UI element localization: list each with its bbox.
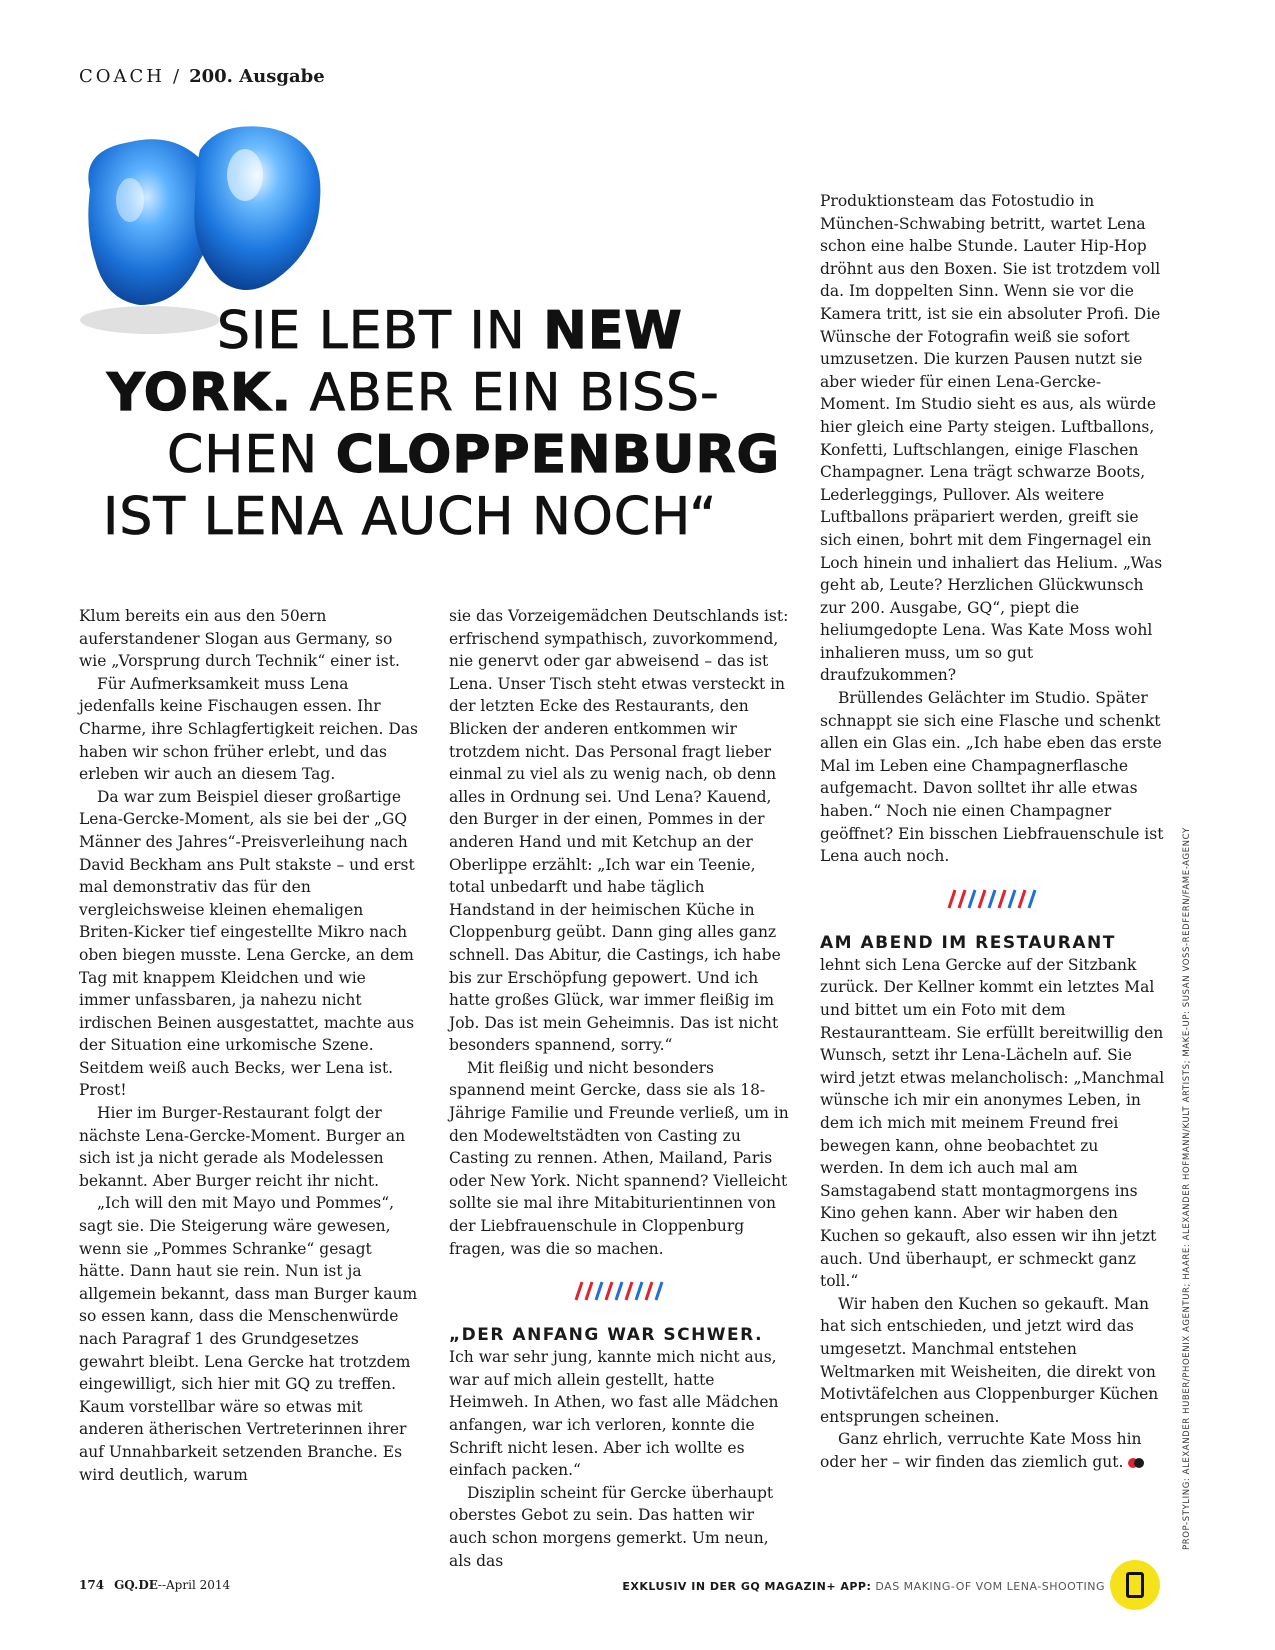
closing-sentence: Ganz ehrlich, verruchte Kate Moss hin oder her – wir finden das ziemlich gut.: [820, 1430, 1142, 1471]
issue-date: --April 2014: [157, 1578, 231, 1592]
page-footer: [79, 1578, 230, 1592]
paragraph: [820, 1428, 1165, 1473]
issue-label: 200. Ausgabe: [189, 66, 325, 87]
headline: [95, 300, 795, 548]
section-label: COACH: [79, 66, 165, 87]
headline-line-1: SIE LEBT IN NEW: [217, 301, 683, 361]
paragraph: Für Aufmerksamkeit muss Lena jedenfalls keine Fischaugen essen. Ihr Charme, ihre Schlagfertigkeit reichen. Das haben wir schon früher erlebt, und das erleben wir auch an diesem Tag.: [79, 674, 419, 784]
app-promo-label: EXKLUSIV IN DER GQ MAGAZIN+ APP:: [622, 1580, 872, 1593]
paragraph: Disziplin scheint für Gercke überhaupt oberstes Gebot zu sein. Das hatten wir auch schon morgens gemerkt. Um neun, als das: [449, 1483, 774, 1570]
paragraph: „Ich will den mit Mayo und Pommes“, sagt sie. Die Steigerung wäre gewesen, wenn sie „Pommes Schranke“ gesagt hätte. Dann haut sie rein. Nun ist ja allgemein bekannt, dass man Burger kaum so essen kann, dass die Menschenwürde nach Paragraf 1 des Grundgesetzes gewahrt bleibt. Lena Gercke hat trotzdem eingewilligt, sich hier mit GQ zu treffen. Kaum vorstellbar wäre so etwas mit anderen ätherischen Vertreterinnen ihrer auf Unnahbarkeit setzenden Branche. Es wird deutlich, warum: [79, 1194, 418, 1484]
article-column-1: [79, 605, 421, 1486]
photo-credits: PROP-STYLING: ALEXANDER HUBER/PHOENIX AGENTUR; HAARE: ALEXANDER HOFMANN/KULT ARTISTS; MAKE-UP: SUSAN VOSS-REDFERN/FAME-AGENCY: [1182, 827, 1192, 1550]
article-column-3: [820, 190, 1165, 1473]
app-promo-desc: DAS MAKING-OF VOM LENA-SHOOTING: [875, 1580, 1105, 1593]
stripe-divider-graphic: [943, 888, 1043, 910]
paragraph: Klum bereits ein aus den 50ern auferstandener Slogan aus Germany, so wie „Vorsprung durch Technik“ einer ist.: [79, 607, 400, 671]
paragraph: Hier im Burger-Restaurant folgt der nächste Lena-Gercke-Moment. Burger an sich ist ja nicht gerade als Modelessen bekannt. Aber Burger reicht ihr nicht.: [79, 1104, 406, 1190]
paragraph: Ich war sehr jung, kannte mich nicht aus, war auf mich allein gestellt, hatte Heimweh. In Athen, wo fast alle Mädchen anfangen, war ich verloren, konnte die Schrift nicht lesen. Aber ich wollte es einfach packen.“: [449, 1348, 779, 1480]
headline-line-2: YORK. ABER EIN BISS-: [107, 363, 720, 423]
app-promo: [622, 1580, 1105, 1593]
site-name: GQ.DE: [114, 1578, 158, 1592]
stripe-divider: [820, 888, 1165, 910]
headline-line-4: IST LENA AUCH NOCH“: [103, 487, 718, 547]
paragraph: sie das Vorzeigemädchen Deutschlands ist: erfrischend sympathisch, zuvorkommend, nie genervt oder gar abweisend – das ist Lena. Unser Tisch steht etwas versteckt in der letzten Ecke des Restaurants, den Blicken der anderen entkommen wir trotzdem nicht. Das Personal fragt lieber einmal zu viel als zu wenig nach, ob denn alles in Ordnung sei. Und Lena? Kauend, den Burger in der einen, Pommes in der anderen Hand und mit Ketchup an der Oberlippe erzählt: „Ich war ein Teenie, total unbedarft und habe täglich Handstand in der heimischen Küche in Cloppenburg geübt. Dann ging alles ganz schnell. Das Abitur, die Castings, ich habe bis zur Erschöpfung gepowert. Und ich hatte großes Glück, war immer fleißig im Job. Das ist mein Geheimnis. Das ist nicht besonders spannend, sorry.“: [449, 607, 789, 1055]
tablet-app-icon: [1110, 1560, 1160, 1610]
header-separator: /: [173, 66, 182, 87]
subheading: „DER ANFANG WAR SCHWER.: [449, 1325, 764, 1346]
paragraph: Produktionsteam das Fotostudio in München-Schwabing betritt, wartet Lena schon eine halbe Stunde. Lauter Hip-Hop dröhnt aus den Boxen. Sie ist trotzdem voll da. Im doppelten Sinn. Wenn sie vor die Kamera tritt, ist sie ein absoluter Profi. Die Wünsche der Fotografin weiß sie sofort umzusetzen. Die kurzen Pausen nutzt sie aber wieder für einen Lena-Gercke-Moment. Im Studio sieht es aus, als würde hier gleich eine Party steigen. Luftballons, Konfetti, Luftschlangen, einige Flaschen Champagner. Lena trägt schwarze Boots, Lederleggings, Pullover. Als weitere Luftballons präpariert werden, greift sie sich einen, bohrt mit dem Fingernagel ein Loch hinein und inhaliert das Helium. „Was geht ab, Leute? Herzlichen Glückwunsch zur 200. Ausgabe, GQ“, piept die heliumgedopte Lena. Was Kate Moss wohl inhalieren muss, um so gut draufzukommen?: [820, 192, 1163, 685]
stripe-divider-graphic: [570, 1280, 670, 1302]
article-column-2: [449, 605, 791, 1572]
paragraph: Brüllendes Gelächter im Studio. Später schnappt sie sich eine Flasche und schenkt allen ein Glas ein. „Ich habe eben das erste Mal im Leben eine Champagnerflasche aufgemacht. Davon solltet ihr alle etwas haben.“ Noch nie einen Champagner geöffnet? Ein bisschen Liebfrauenschule ist Lena auch noch.: [820, 689, 1164, 866]
page-number: 174: [79, 1578, 105, 1592]
paragraph: Wir haben den Kuchen so gekauft. Man hat sich entschieden, und jetzt wird das umgesetzt. Manchmal entstehen Weltmarken mit Weisheiten, die direkt von Motivtäfelchen aus Cloppenburger Küchen entsprungen scheinen.: [820, 1294, 1159, 1426]
subheading: AM ABEND IM RESTAURANT: [820, 932, 1116, 953]
end-mark-icon: [1127, 1457, 1145, 1469]
headline-line-3: CHEN CLOPPENBURG: [167, 425, 781, 485]
tablet-icon: [1126, 1572, 1144, 1598]
stripe-divider: [449, 1280, 791, 1302]
section-header: [79, 66, 325, 87]
paragraph: Da war zum Beispiel dieser großartige Lena-Gercke-Moment, als sie bei der „GQ Männer des Jahres“-Preisverleihung nach David Beckham ans Pult stakste – und erst mal demonstrativ das für den vergleichsweise kleinen ehemaligen Briten-Kicker tief eingestellte Mikro nach oben biegen musste. Lena Gercke, an dem Tag mit knappem Kleidchen und wie immer unfassbaren, ja nahezu nicht irdischen Beinen ausgestattet, machte aus der Situation eine urkomische Szene. Seitdem weiß auch Becks, wer Lena ist. Prost!: [79, 787, 415, 1100]
paragraph: lehnt sich Lena Gercke auf der Sitzbank zurück. Der Kellner kommt ein letztes Mal und bittet um ein Foto mit dem Restaurantteam. Sie erfüllt bereitwillig den Wunsch, setzt ihr Lena-Lächeln auf. Sie wird jetzt etwas melancholisch: „Manchmal wünsche ich mir ein anonymes Leben, in dem ich mich mit meinem Freund frei bewegen kann, ohne beobachtet zu werden. In dem ich auch mal am Samstagabend statt montagmorgens ins Kino gehen kann. Aber wir haben den Kuchen so gekauft, also essen wir ihn jetzt auch. Und überhaupt, er schmeckt ganz toll.“: [820, 955, 1165, 1291]
paragraph: Mit fleißig und nicht besonders spannend meint Gercke, dass sie als 18-Jährige Familie und Freunde verließ, um in den Modeweltstädten von Casting zu Casting zu rennen. Athen, Mailand, Paris oder New York. Nicht spannend? Vielleicht sollte sie mal ihre Mitabiturientinnen von der Liebfrauenschule in Cloppenburg fragen, was die so machen.: [449, 1058, 789, 1258]
